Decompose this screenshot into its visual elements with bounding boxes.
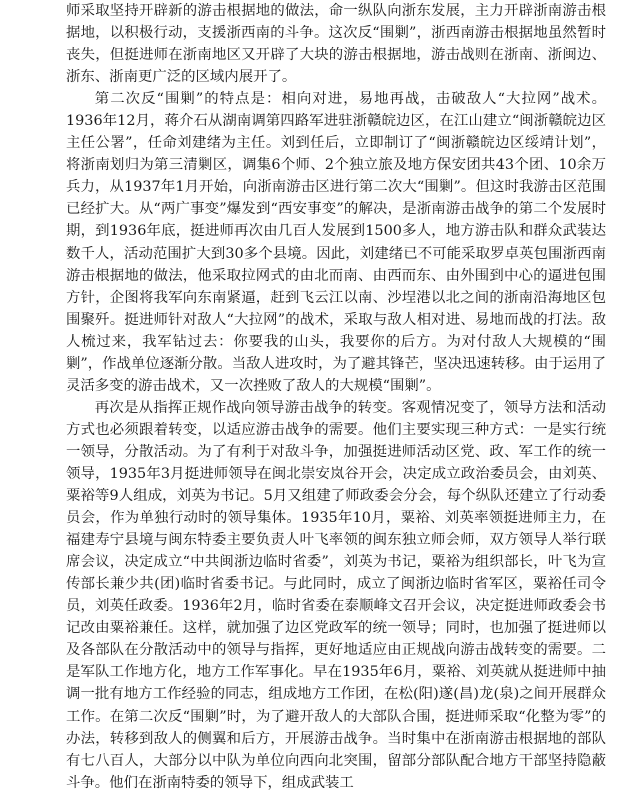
document-body [66, 0, 606, 794]
paragraph-3: 再次是从指挥正规作战向领导游击战争的转变。客观情况变了，领导方法和活动方式也必须跟着转变，以适应游击战争的需要。他们主要实现三种方式：一是实行统一领导，分散活动。为了有利于对敌斗争，加强挺进师活动区党、政、军工作的统一领导，1935年3月挺进师领导在闽北崇安岚谷开会，决定成立政治委员会，由刘英、粟裕等9人组成，刘英为书记。5月又组建了师政委会分会，每个纵队还建立了行动委员会，作为单独行动时的领导集体。1935年10月，粟裕、刘英率领挺进师主力，在福建寿宁县境与闽东特委主要负责人叶飞率领的闽东独立师会师，双方领导人举行联席会议，决定成立“中共闽浙边临时省委”，刘英为书记，粟裕为组织部长，叶飞为宣传部长兼少共(团)临时省委书记。与此同时，成立了闽浙边临时省军区，粟裕任司令员，刘英任政委。1936年2月，临时省委在泰顺峰文召开会议，决定挺进师政委会书记改由粟裕兼任。这样，就加强了边区党政军的统一领导；同时，也加强了挺进师以及各部队在分散活动中的领导与指挥，更好地适应由正规战向游击战转变的需要。二是军队工作地方化，地方工作军事化。早在1935年6月，粟裕、刘英就从挺进师中抽调一批有地方工作经验的同志，组成地方工作团，在松(阳)遂(昌)龙(泉)之间开展群众工作。在第二次反“围剿”时，为了避开敌人的大部队合围，挺进师采取“化整为零”的办法，转移到敌人的侧翼和后方，开展游击战争。当时集中在浙南游击根据地的部队有七八百人，大部分以中队为单位向西向北突围，留部分部队配合地方干部坚持隐蔽斗争。他们在浙南特委的领导下，组成武装工 [66, 399, 606, 791]
paragraph-2: 第二次反“围剿”的特点是：相向对进，易地再战，击破敌人“大拉网”战术。1936年12月，蒋介石从湖南调第四路军进驻浙赣皖边区，在江山建立“闽浙赣皖边区主任公署”，任命刘建绪为主任。刘到任后，立即制订了“闽浙赣皖边区绥靖计划”，将浙南划归为第三清剿区，调集6个师、2个独立旅及地方保安团共43个团、10余万兵力，从1937年1月开始，向浙南游击区进行第二次大“围剿”。但这时我游击区范围已经扩大。从“两广事变”爆发到“西安事变”的解决，是浙南游击战争的第二个发展时期，到1936年底，挺进师再次由几百人发展到1500多人，地方游击队和群众武装达数千人，活动范围扩大到30多个县境。因此，刘建绪已不可能采取罗卓英包围浙西南游击根据地的做法，他采取拉网式的由北而南、由西而东、由外围到中心的逼进包围方针，企图将我军向东南紧逼，赶到飞云江以南、沙埕港以北之间的浙南沿海地区包围聚歼。挺进师针对敌人“大拉网”的战术，采取与敌人相对进、易地而战的打法。敌人梳过来，我军钻过去：你要我的山头，我要你的后方。为对付敌人大规模的“围剿”，作战单位逐渐分散。当敌人进攻时，为了避其锋芒，坚决迅速转移。由于运用了灵活多变的游击战术，又一次挫败了敌人的大规模“围剿”。 [66, 91, 606, 394]
paragraph-1: 师采取坚持开辟新的游击根据地的做法，命一纵队向浙东发展，主力开辟浙南游击根据地，以积极行动，支援浙西南的斗争。这次反“围剿”，浙西南游击根据地虽然暂时丧失，但挺进师在浙南地区又开辟了大块的游击根据地，游击战则在浙南、浙闽边、浙东、浙南更广泛的区域内展开了。 [66, 3, 606, 86]
